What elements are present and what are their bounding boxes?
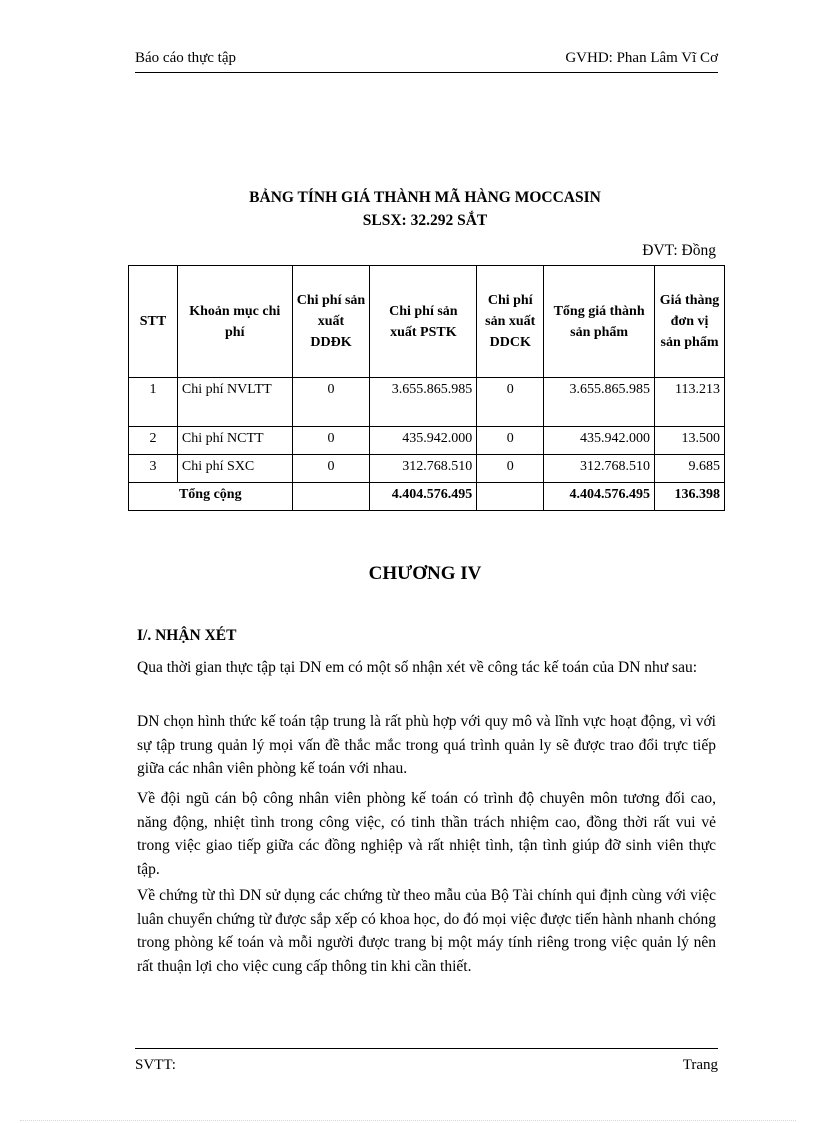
cell-unit-cost: 113.213 bbox=[655, 378, 725, 427]
paragraph: Qua thời gian thực tập tại DN em có một số nhận xét về công tác kế toán của DN như sau: bbox=[137, 659, 698, 676]
cell-pstk: 435.942.000 bbox=[370, 427, 477, 455]
cell-ddck: 0 bbox=[477, 427, 544, 455]
page-edge-divider bbox=[20, 1120, 796, 1121]
header-cell-item: Khoản mục chi phí bbox=[177, 266, 292, 378]
cell-dddk: 0 bbox=[292, 378, 370, 427]
header-report-title: Báo cáo thực tập bbox=[135, 50, 237, 66]
cell-item: Chi phí NVLTT bbox=[177, 378, 292, 427]
total-ddck bbox=[477, 483, 544, 511]
chapter-title: CHƯƠNG IV bbox=[368, 563, 482, 584]
cell-stt: 3 bbox=[129, 455, 178, 483]
paragraph: Về chứng từ thì DN sử dụng các chứng từ theo mẫu của Bộ Tài chính qui định cùng với việc luân chuyển chứng từ được sắp xếp có khoa học, do đó mọi việc được tiến hành nhanh chóng trong phòng kế toán và mỗi người được trang bị một máy tính riêng trong việc quản lý nên rất thuận lợi cho việc cung cấp thông tin khi cần thiết. bbox=[137, 887, 717, 975]
cell-stt: 2 bbox=[129, 427, 178, 455]
table-row bbox=[129, 427, 725, 455]
cost-table bbox=[128, 265, 725, 511]
header-cell-dddk: Chi phí sản xuất DDĐK bbox=[292, 266, 370, 378]
cell-stt: 1 bbox=[129, 378, 178, 427]
table-header-row bbox=[129, 266, 725, 378]
table-title: BẢNG TÍNH GIÁ THÀNH MÃ HÀNG MOCCASIN bbox=[249, 189, 601, 206]
table-total-row bbox=[129, 483, 725, 511]
cell-item: Chi phí NCTT bbox=[177, 427, 292, 455]
cell-unit-cost: 9.685 bbox=[655, 455, 725, 483]
section-heading: I/. NHẬN XÉT bbox=[137, 627, 237, 644]
cell-item: Chi phí SXC bbox=[177, 455, 292, 483]
cell-total-cost: 312.768.510 bbox=[544, 455, 655, 483]
header-cell-ddck: Chi phí sản xuất DDCK bbox=[477, 266, 544, 378]
unit-label: ĐVT: Đồng bbox=[642, 242, 716, 259]
header-supervisor: GVHD: Phan Lâm Vĩ Cơ bbox=[565, 50, 718, 66]
table-row bbox=[129, 455, 725, 483]
cell-total-cost: 3.655.865.985 bbox=[544, 378, 655, 427]
total-label: Tổng cộng bbox=[129, 483, 293, 511]
header-cell-total-cost: Tổng giá thành sản phẩm bbox=[544, 266, 655, 378]
table-row bbox=[129, 378, 725, 427]
total-pstk: 4.404.576.495 bbox=[370, 483, 477, 511]
table-subtitle: SLSX: 32.292 SẮT bbox=[362, 212, 488, 229]
cell-pstk: 3.655.865.985 bbox=[370, 378, 477, 427]
footer-student: SVTT: bbox=[135, 1057, 176, 1073]
cell-ddck: 0 bbox=[477, 455, 544, 483]
header-cell-stt: STT bbox=[129, 266, 178, 378]
total-unit-cost: 136.398 bbox=[655, 483, 725, 511]
page-header bbox=[135, 48, 718, 73]
paragraph: Về đội ngũ cán bộ công nhân viên phòng kế toán có trình độ chuyên môn tương đối cao, năng động, nhiệt tình trong công việc, có tinh thần trách nhiệm cao, đồng thời rất vui vẻ trong việc giao tiếp giữa các đồng nghiệp và rất nhiệt tình, tận tình giúp đỡ sinh viên thực tập. bbox=[137, 790, 716, 878]
cell-unit-cost: 13.500 bbox=[655, 427, 725, 455]
cell-ddck: 0 bbox=[477, 378, 544, 427]
cell-dddk: 0 bbox=[292, 455, 370, 483]
cell-pstk: 312.768.510 bbox=[370, 455, 477, 483]
total-dddk bbox=[292, 483, 370, 511]
total-cost: 4.404.576.495 bbox=[544, 483, 655, 511]
page-footer bbox=[135, 1048, 718, 1073]
cell-dddk: 0 bbox=[292, 427, 370, 455]
paragraph: DN chọn hình thức kế toán tập trung là rất phù hợp với quy mô và lĩnh vực hoạt động, vì với sự tập trung quản lý mọi vấn đề thắc mắc trong quá trình quản ly sẽ được trao đổi trực tiếp giữa các nhân viên phòng kế toán với nhau. bbox=[137, 713, 716, 777]
header-cell-pstk: Chi phí sản xuất PSTK bbox=[370, 266, 477, 378]
footer-page-label: Trang bbox=[682, 1057, 718, 1073]
header-cell-unit-cost: Giá thàng đơn vị sản phẩm bbox=[655, 266, 725, 378]
cell-total-cost: 435.942.000 bbox=[544, 427, 655, 455]
